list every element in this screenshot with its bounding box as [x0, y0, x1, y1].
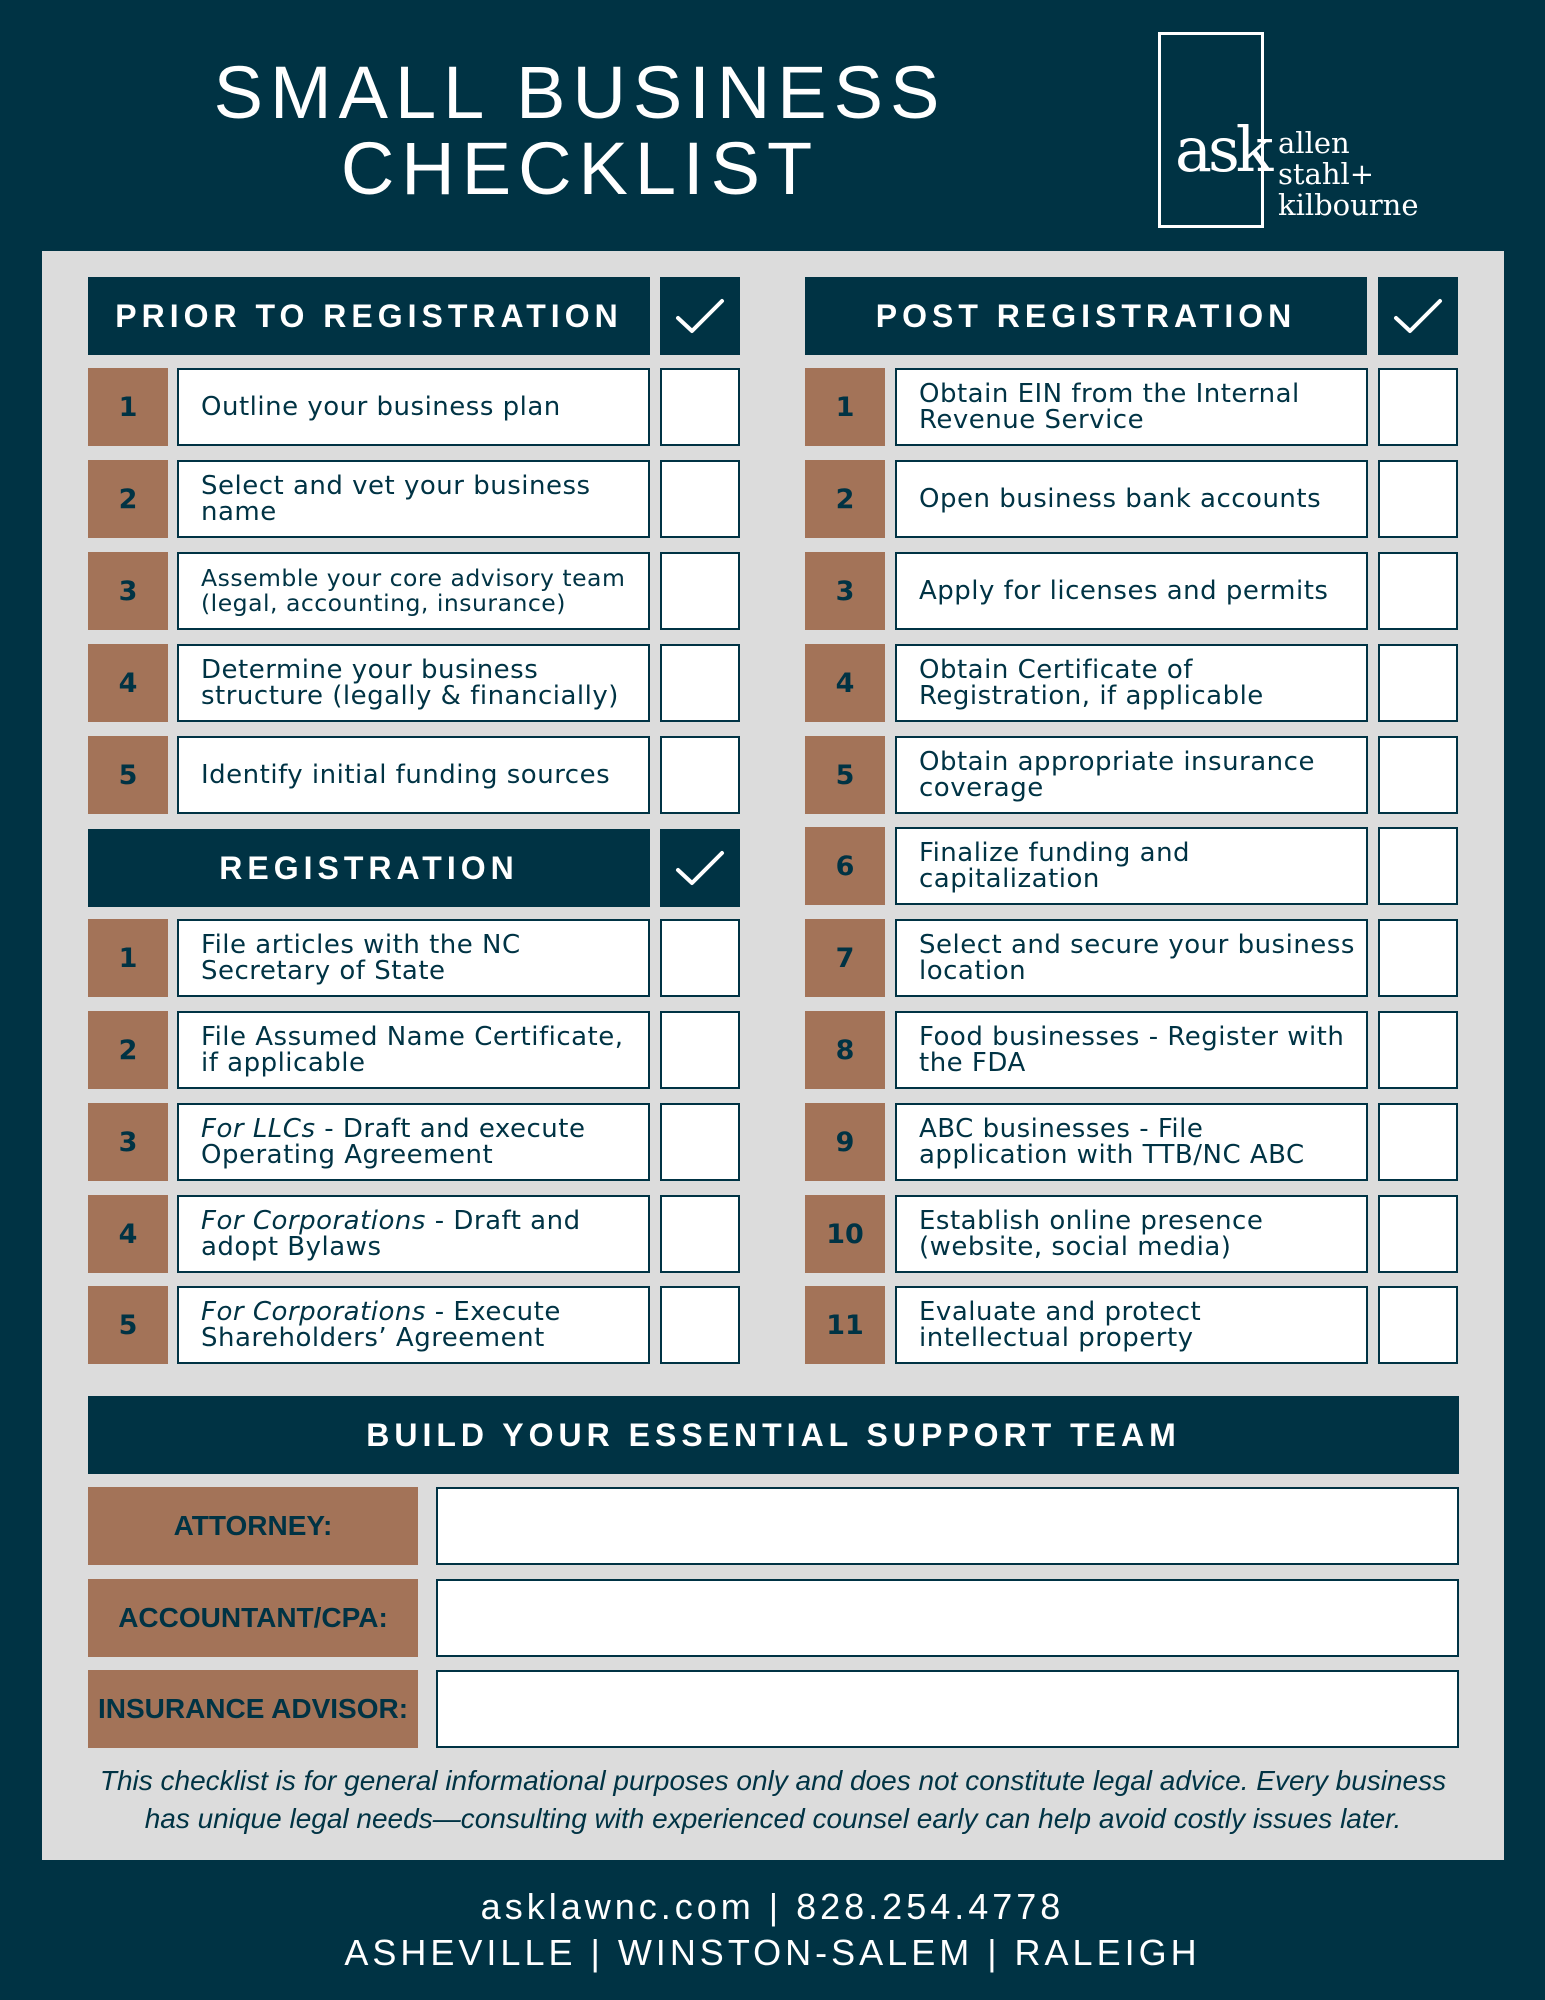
item-number: 9: [805, 1103, 885, 1181]
checkbox[interactable]: [1378, 736, 1458, 814]
checklist-item: [895, 1011, 1368, 1089]
item-text: File Assumed Name Certificate, if applicable: [201, 1022, 624, 1078]
checkbox[interactable]: [660, 736, 740, 814]
item-text: Obtain EIN from the Internal Revenue Service: [919, 379, 1300, 435]
checklist-item: [895, 1195, 1368, 1273]
item-text: - Draft and execute Operating Agreement: [201, 1114, 586, 1170]
attorney-field[interactable]: [436, 1487, 1459, 1565]
item-text: File articles with the NC Secretary of State: [201, 930, 521, 986]
role-label-attorney: ATTORNEY:: [88, 1487, 418, 1565]
checkbox[interactable]: [1378, 460, 1458, 538]
checklist-item: [177, 644, 650, 722]
item-prefix: For Corporations: [201, 1297, 426, 1327]
accountant-field[interactable]: [436, 1579, 1459, 1657]
checkbox[interactable]: [1378, 919, 1458, 997]
item-number: 10: [805, 1195, 885, 1273]
contact-info: asklawnc.com | 828.254.4778: [480, 1886, 1065, 1927]
item-text: Food businesses - Register with the FDA: [919, 1022, 1345, 1078]
item-text: Establish online presence (website, social media): [919, 1206, 1264, 1262]
item-text: - Draft and adopt Bylaws: [201, 1206, 581, 1262]
checkbox[interactable]: [660, 1011, 740, 1089]
checklist-item: [177, 368, 650, 446]
firm-logo: [1158, 32, 1270, 228]
checklist-item: [895, 1103, 1368, 1181]
checkbox[interactable]: [660, 552, 740, 630]
item-text: Identify initial funding sources: [201, 760, 611, 790]
title-line-2: CHECKLIST: [340, 127, 820, 210]
item-text: Obtain Certificate of Registration, if applicable: [919, 655, 1264, 711]
checkbox[interactable]: [660, 644, 740, 722]
checklist-item: [895, 919, 1368, 997]
checkbox[interactable]: [660, 1103, 740, 1181]
checkbox[interactable]: [660, 1195, 740, 1273]
checklist-item: [177, 1103, 650, 1181]
checkmark-icon: [660, 829, 740, 907]
checklist-item: [895, 368, 1368, 446]
item-number: 6: [805, 827, 885, 905]
item-text: Evaluate and protect intellectual property: [919, 1297, 1202, 1353]
checkbox[interactable]: [1378, 1286, 1458, 1364]
item-number: 2: [805, 460, 885, 538]
checklist-item: [895, 460, 1368, 538]
item-text: - Execute Shareholders’ Agreement: [201, 1297, 561, 1353]
item-number: 3: [88, 552, 168, 630]
insurance-advisor-field[interactable]: [436, 1670, 1459, 1748]
checklist-item: [177, 1286, 650, 1364]
checkbox[interactable]: [660, 368, 740, 446]
checklist-item: [177, 736, 650, 814]
item-number: 7: [805, 919, 885, 997]
firm-name-line-2: stahl+: [1278, 157, 1375, 191]
firm-name: [1278, 128, 1419, 221]
checkbox[interactable]: [1378, 1195, 1458, 1273]
firm-name-line-1: allen: [1278, 126, 1350, 160]
checkbox[interactable]: [1378, 552, 1458, 630]
role-label-insurance: INSURANCE ADVISOR:: [88, 1670, 418, 1748]
checklist-item: [177, 919, 650, 997]
item-text: Determine your business structure (legally & financially): [201, 655, 619, 711]
checklist-item: [177, 460, 650, 538]
item-prefix: For Corporations: [201, 1206, 426, 1236]
firm-name-line-3: kilbourne: [1278, 188, 1419, 222]
section-header-team: BUILD YOUR ESSENTIAL SUPPORT TEAM: [88, 1396, 1459, 1474]
checklist-item: [177, 552, 650, 630]
checkbox[interactable]: [660, 1286, 740, 1364]
item-text: Apply for licenses and permits: [919, 576, 1329, 606]
disclaimer-text: This checklist is for general informational purposes only and does not constitute legal advice. Every business has unique legal needs—consulting with experienced counsel early can help avoid costly issues later.: [99, 1765, 1447, 1834]
item-number: 2: [88, 1011, 168, 1089]
item-number: 1: [88, 368, 168, 446]
checklist-item: [895, 644, 1368, 722]
item-text: Outline your business plan: [201, 392, 561, 422]
item-number: 2: [88, 460, 168, 538]
item-number: 3: [805, 552, 885, 630]
office-locations: ASHEVILLE | WINSTON-SALEM | RALEIGH: [344, 1932, 1201, 1973]
checklist-item: [895, 1286, 1368, 1364]
item-text: Assemble your core advisory team (legal, accounting, insurance): [201, 564, 626, 617]
item-number: 1: [805, 368, 885, 446]
item-number: 3: [88, 1103, 168, 1181]
item-number: 8: [805, 1011, 885, 1089]
item-text: Obtain appropriate insurance coverage: [919, 747, 1315, 803]
checkmark-icon: [660, 277, 740, 355]
logo-monogram: ask: [1175, 113, 1270, 186]
checklist-item: [177, 1195, 650, 1273]
title-line-1: SMALL BUSINESS: [213, 51, 947, 134]
checklist-item: [177, 1011, 650, 1089]
item-number: 1: [88, 919, 168, 997]
checkbox[interactable]: [1378, 827, 1458, 905]
item-number: 5: [88, 1286, 168, 1364]
checkbox[interactable]: [660, 460, 740, 538]
item-number: 4: [88, 644, 168, 722]
item-number: 4: [88, 1195, 168, 1273]
section-header-registration: REGISTRATION: [88, 829, 650, 907]
item-text: Open business bank accounts: [919, 484, 1322, 514]
item-number: 5: [805, 736, 885, 814]
checklist-item: [895, 736, 1368, 814]
item-text: Finalize funding and capitalization: [919, 838, 1191, 894]
checklist-item: [895, 552, 1368, 630]
section-header-prior: PRIOR TO REGISTRATION: [88, 277, 650, 355]
item-number: 11: [805, 1286, 885, 1364]
page-title: [170, 51, 990, 210]
section-header-post: POST REGISTRATION: [805, 277, 1367, 355]
checkmark-icon: [1378, 277, 1458, 355]
item-text: Select and vet your business name: [201, 471, 591, 527]
item-number: 5: [88, 736, 168, 814]
checkbox[interactable]: [1378, 644, 1458, 722]
checkbox[interactable]: [1378, 1103, 1458, 1181]
role-label-accountant: ACCOUNTANT/CPA:: [88, 1579, 418, 1657]
item-number: 4: [805, 644, 885, 722]
item-text: ABC businesses - File application with TTB/NC ABC: [919, 1114, 1305, 1170]
checkbox[interactable]: [1378, 368, 1458, 446]
checkbox[interactable]: [660, 919, 740, 997]
item-prefix: For LLCs: [201, 1114, 316, 1144]
item-text: Select and secure your business location: [919, 930, 1355, 986]
checkbox[interactable]: [1378, 1011, 1458, 1089]
checklist-item: [895, 827, 1368, 905]
